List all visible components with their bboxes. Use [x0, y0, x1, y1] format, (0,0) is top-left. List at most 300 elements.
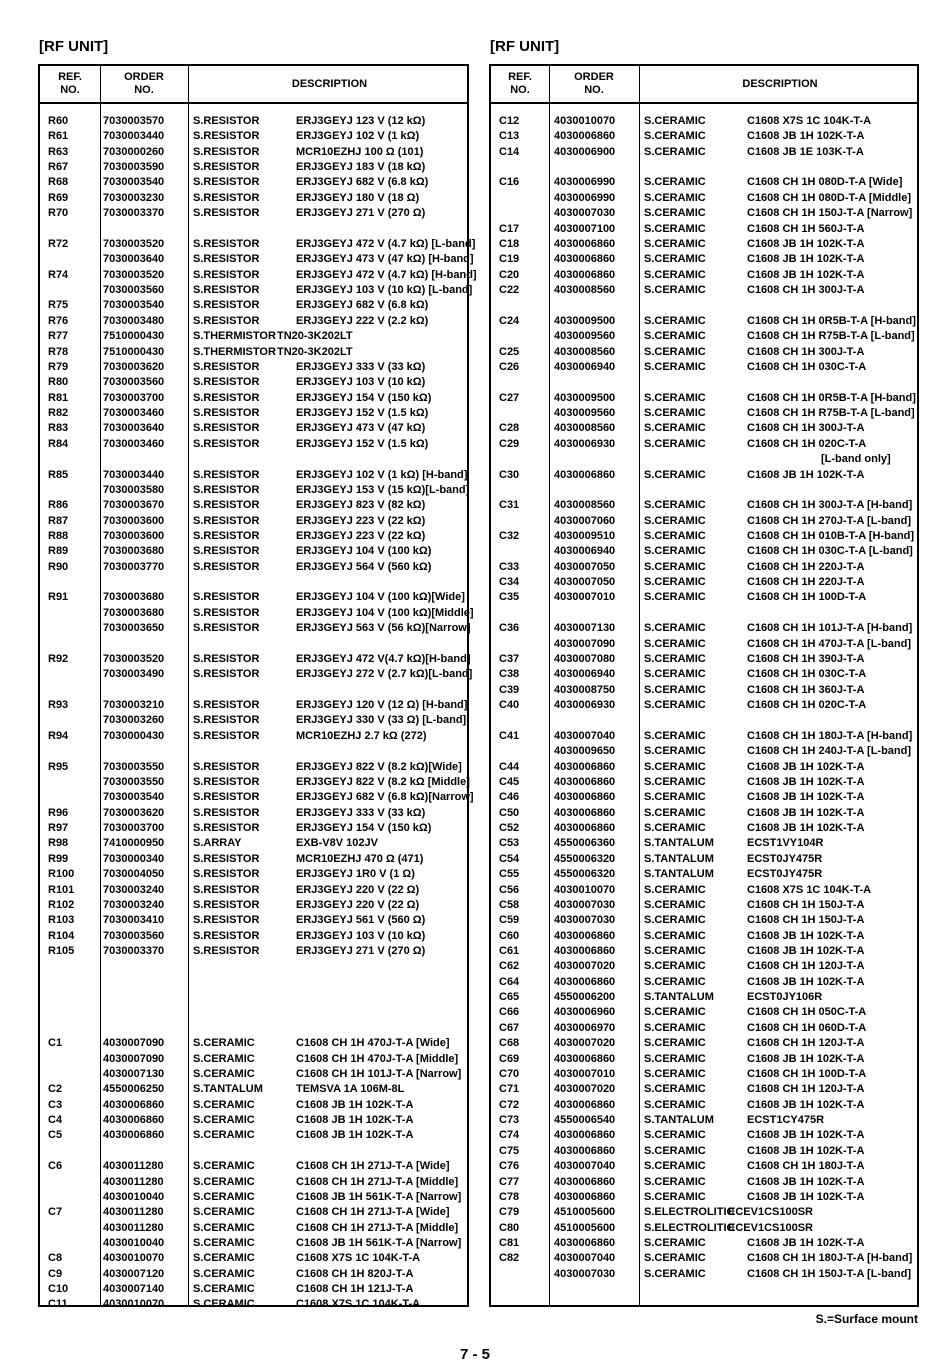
part-type: S.CERAMIC	[644, 1160, 706, 1173]
table-row	[491, 883, 917, 898]
part-spec: C1608 CH 1H 470J-T-A [L-band]	[747, 637, 912, 650]
table-row	[491, 790, 917, 805]
table-row	[40, 391, 467, 406]
part-type: S.CERAMIC	[193, 1206, 255, 1219]
part-type: S.TANTALUM	[644, 1114, 714, 1127]
table-row	[40, 1113, 467, 1128]
ref-no: C68	[499, 1037, 520, 1050]
ref-no: R82	[48, 407, 69, 420]
ref-no: R61	[48, 130, 69, 143]
part-type: S.THERMISTOR	[193, 330, 276, 343]
order-no: 4030011280	[103, 1160, 164, 1173]
part-type: S.CERAMIC	[644, 560, 706, 573]
part-type: S.RESISTOR	[193, 207, 260, 220]
table-row	[40, 375, 467, 390]
order-no: 4030006860	[554, 468, 616, 481]
table-row	[40, 944, 467, 959]
part-spec: C1608 CH 1H 100D-T-A	[747, 1067, 867, 1080]
part-spec: ERJ3GEYJ 123 V (12 kΩ)	[296, 115, 426, 127]
part-type: S.RESISTOR	[193, 729, 260, 742]
order-no: 4030006860	[554, 791, 616, 804]
order-no: 7030003700	[103, 391, 165, 404]
part-spec: C1608 CH 1H 180J-T-A	[747, 1160, 865, 1173]
order-no: 7030003600	[103, 514, 165, 527]
ref-no: R90	[48, 560, 69, 573]
part-type: S.CERAMIC	[644, 1067, 706, 1080]
ref-no: C24	[499, 314, 520, 327]
part-type: S.CERAMIC	[644, 622, 706, 635]
part-spec: C1608 JB 1H 102K-T-A	[747, 1237, 865, 1249]
table-row	[40, 913, 467, 928]
order-no: 4030006860	[554, 1190, 616, 1203]
part-spec: C1608 CH 1H 271J-T-A [Wide]	[296, 1160, 450, 1173]
order-no: 4030007090	[103, 1052, 165, 1065]
part-type: S.RESISTOR	[193, 775, 260, 788]
ref-no: C10	[48, 1283, 69, 1296]
ref-no: C40	[499, 699, 520, 712]
ref-no: C27	[499, 391, 520, 404]
part-type: S.RESISTOR	[193, 376, 260, 389]
part-spec: C1608 CH 1H 0R5B-T-A [H-band]	[747, 314, 916, 327]
order-no: 4550006200	[554, 991, 616, 1004]
part-type: S.CERAMIC	[644, 222, 706, 235]
table-row	[40, 252, 474, 267]
order-no: 7030003620	[103, 360, 165, 373]
part-spec: ERJ3GEYJ 563 V (56 kΩ)[Narrow]	[296, 622, 471, 635]
part-spec: ECST1VY104R	[747, 837, 824, 850]
ref-no: C30	[499, 468, 520, 481]
order-no: 4030008560	[554, 284, 616, 297]
part-spec: C1608 CH 1H 300J-T-A	[747, 284, 865, 297]
ref-no: C6	[48, 1160, 63, 1173]
part-spec: TN20-3K202LT	[277, 345, 353, 358]
table-row	[491, 867, 917, 882]
order-no: 4030006990	[554, 176, 616, 189]
part-spec: EXB-V8V 102JV	[296, 837, 378, 850]
part-spec: ERJ3GEYJ 103 V (10 kΩ)	[296, 929, 426, 942]
order-no: 7030003600	[103, 529, 165, 542]
table-row	[40, 821, 467, 836]
table-row	[40, 360, 467, 375]
part-type: S.CERAMIC	[193, 1160, 255, 1173]
order-no: 7030003240	[103, 883, 165, 896]
part-spec: ERJ3GEYJ 682 V (6.8 kΩ)	[296, 176, 429, 189]
order-no: 7030003550	[103, 775, 165, 788]
part-spec: C1608 CH 1H 120J-T-A	[747, 1083, 865, 1096]
ref-no: C72	[499, 1098, 520, 1111]
order-no: 4030006860	[554, 1144, 616, 1157]
table-row	[491, 1190, 917, 1205]
table-row	[40, 1128, 467, 1143]
order-no: 7030003770	[103, 560, 165, 573]
table-row	[40, 529, 467, 544]
order-no: 4030010040	[103, 1190, 165, 1203]
part-type: S.RESISTOR	[193, 191, 260, 204]
table-row	[491, 145, 917, 160]
table-row	[491, 1236, 917, 1251]
part-spec: C1608 CH 1H 300J-T-A	[747, 345, 865, 358]
part-type: S.CERAMIC	[644, 407, 706, 420]
part-spec: C1608 X7S 1C 104K-T-A	[747, 115, 872, 127]
part-spec: C1608 CH 1H R75B-T-A [L-band]	[747, 407, 915, 420]
part-type: S.RESISTOR	[193, 868, 260, 881]
part-spec: ERJ3GEYJ 223 V (22 kΩ)	[296, 529, 426, 542]
order-no: 7030003550	[103, 760, 165, 773]
table-row	[491, 698, 917, 713]
order-no: 4030006860	[103, 1114, 165, 1127]
order-no: 4030006860	[554, 237, 616, 250]
part-spec: C1608 CH 1H 360J-T-A	[747, 683, 865, 696]
table-row	[40, 514, 467, 529]
part-spec: C1608 JB 1H 102K-T-A	[747, 760, 865, 773]
order-no: 4030006930	[554, 437, 616, 450]
table-row	[491, 1144, 917, 1159]
ref-no: R77	[48, 330, 69, 343]
table-row	[491, 406, 917, 421]
ref-no: C16	[499, 176, 520, 189]
part-spec: C1608 CH 1H 080D-T-A [Wide]	[747, 176, 903, 189]
table-row	[40, 883, 467, 898]
table-row	[491, 222, 917, 237]
ref-no: C11	[48, 1298, 68, 1311]
part-type: S.CERAMIC	[644, 314, 706, 327]
table-row	[40, 836, 467, 851]
part-type: S.RESISTOR	[193, 237, 260, 250]
ref-no: R97	[48, 822, 69, 835]
part-spec: C1608 JB 1H 102K-T-A	[747, 775, 865, 788]
part-spec: C1608 CH 1H 0R5B-T-A [H-band]	[747, 391, 916, 404]
part-spec: ERJ3GEYJ 473 V (47 kΩ)	[296, 422, 426, 435]
table-row	[491, 959, 917, 974]
ref-no: C76	[499, 1160, 520, 1173]
ref-no: C5	[48, 1129, 63, 1142]
table-row	[40, 498, 467, 513]
order-no: 4030006930	[554, 699, 616, 712]
table-row	[491, 729, 917, 744]
part-type: S.RESISTOR	[193, 760, 260, 773]
order-no: 4550006360	[554, 837, 616, 850]
part-type: S.RESISTOR	[193, 437, 260, 450]
ref-no: C66	[499, 1006, 520, 1019]
table-row	[491, 667, 917, 682]
order-no: 7030003680	[103, 591, 165, 604]
header-order: ORDER NO.	[574, 71, 614, 96]
part-spec: C1608 JB 1E 103K-T-A	[747, 145, 864, 158]
order-no: 4030006860	[554, 975, 616, 988]
part-spec: ERJ3GEYJ 102 V (1 kΩ)	[296, 130, 420, 143]
part-type: S.CERAMIC	[193, 1252, 255, 1265]
ref-no: R105	[48, 944, 75, 957]
part-type: S.CERAMIC	[644, 1006, 706, 1019]
table-row	[40, 483, 470, 498]
table-row	[40, 468, 467, 483]
order-no: 4030006860	[554, 253, 616, 266]
table-row	[491, 452, 917, 467]
part-spec: C1608 JB 1H 561K-T-A [Narrow]	[296, 1190, 462, 1203]
part-type: S.CERAMIC	[644, 268, 706, 281]
ref-no: R92	[48, 652, 69, 665]
part-type: S.CERAMIC	[644, 237, 706, 250]
part-type: S.RESISTOR	[193, 145, 260, 158]
part-spec: C1608 CH 1H 220J-T-A	[747, 560, 865, 573]
part-type: S.RESISTOR	[193, 944, 260, 957]
part-spec: ECEV1CS100SR	[728, 1221, 813, 1234]
table-row	[491, 268, 917, 283]
table-row	[40, 329, 467, 344]
table-row	[40, 698, 467, 713]
part-spec: C1608 JB 1H 102K-T-A	[747, 822, 865, 835]
order-no: 7030003260	[103, 714, 165, 727]
part-type: S.CERAMIC	[644, 514, 706, 527]
part-type: S.ELECTROLITIC	[644, 1221, 735, 1234]
ref-no: R96	[48, 806, 69, 819]
part-type: S.TANTALUM	[644, 991, 714, 1004]
ref-no: C32	[499, 529, 520, 542]
part-spec: C1608 CH 1H 150J-T-A	[747, 898, 865, 911]
ref-no: C4	[48, 1114, 63, 1127]
ref-no: R78	[48, 345, 69, 358]
part-spec: C1608 JB 1H 102K-T-A	[296, 1098, 414, 1111]
table-row	[40, 652, 471, 667]
table-row	[40, 1297, 467, 1312]
part-spec: C1608 CH 1H 560J-T-A	[747, 222, 865, 235]
ref-no: R88	[48, 529, 69, 542]
part-spec: [L-band only]	[821, 453, 891, 466]
order-no: 4030007140	[103, 1283, 165, 1296]
order-no: 7030003520	[103, 237, 165, 250]
order-no: 7030000340	[103, 852, 165, 865]
part-type: S.RESISTOR	[193, 883, 260, 896]
table-row	[40, 1159, 467, 1174]
part-type: S.RESISTOR	[193, 914, 260, 927]
surface-mount-note: S.=Surface mount	[815, 1312, 918, 1326]
part-spec: C1608 CH 1H 270J-T-A [L-band]	[747, 514, 912, 527]
ref-no: C31	[499, 499, 520, 512]
part-type: S.RESISTOR	[193, 483, 260, 496]
ref-no: C46	[499, 791, 520, 804]
part-spec: C1608 CH 1H 101J-T-A [Narrow]	[296, 1067, 462, 1080]
order-no: 7510000430	[103, 330, 165, 343]
table-row	[491, 760, 917, 775]
table-row	[491, 821, 917, 836]
part-spec: ERJ3GEYJ 154 V (150 kΩ)	[296, 391, 432, 404]
order-no: 4030009560	[554, 407, 616, 420]
table-row	[491, 1036, 917, 1051]
part-type: S.CERAMIC	[644, 529, 706, 542]
part-type: S.CERAMIC	[193, 1129, 255, 1142]
part-spec: ERJ3GEYJ 183 V (18 kΩ)	[296, 161, 426, 174]
ref-no: R80	[48, 376, 69, 389]
order-no: 7030003460	[103, 407, 165, 420]
table-row	[491, 1159, 917, 1174]
order-no: 7030003580	[103, 483, 165, 496]
order-no: 7030003210	[103, 699, 165, 712]
order-no: 4030006860	[554, 775, 616, 788]
order-no: 7030003490	[103, 668, 165, 681]
part-type: S.ELECTROLITIC	[644, 1206, 735, 1219]
order-no: 4030009650	[554, 745, 616, 758]
table-row	[491, 529, 917, 544]
ref-no: R94	[48, 729, 69, 742]
part-type: S.CERAMIC	[644, 1144, 706, 1157]
order-no: 4030010040	[103, 1237, 165, 1249]
table-row	[40, 590, 467, 605]
table-row	[491, 1205, 917, 1220]
ref-no: C14	[499, 145, 520, 158]
ref-no: C59	[499, 914, 520, 927]
table-row	[491, 990, 917, 1005]
table-header	[40, 66, 467, 104]
part-spec: ERJ3GEYJ 472 V (4.7 kΩ) [H-band]	[296, 268, 477, 281]
order-no: 4030007040	[554, 1160, 616, 1173]
ref-no: R95	[48, 760, 69, 773]
part-spec: C1608 CH 1H 240J-T-A [L-band]	[747, 745, 912, 758]
part-spec: C1608 JB 1H 102K-T-A	[747, 468, 865, 481]
table-row	[40, 283, 473, 298]
table-row	[491, 1128, 917, 1143]
order-no: 4030006860	[554, 944, 616, 957]
ref-no: C77	[499, 1175, 520, 1188]
table-row	[491, 637, 917, 652]
order-no: 4030006860	[554, 806, 616, 819]
part-spec: C1608 CH 1H 060D-T-A	[747, 1021, 867, 1034]
part-spec: ERJ3GEYJ 271 V (270 Ω)	[296, 207, 426, 220]
part-type: S.CERAMIC	[644, 360, 706, 373]
part-type: S.CERAMIC	[644, 145, 706, 158]
part-spec: ERJ3GEYJ 823 V (82 kΩ)	[296, 499, 426, 512]
part-type: S.TANTALUM	[644, 852, 714, 865]
table-row	[40, 667, 473, 682]
part-spec: C1608 JB 1H 102K-T-A	[296, 1129, 414, 1142]
ref-no: C44	[499, 760, 520, 773]
part-type: S.CERAMIC	[193, 1067, 255, 1080]
table-row	[491, 114, 917, 129]
order-no: 4030007050	[554, 576, 616, 589]
part-spec: C1608 CH 1H 050C-T-A	[747, 1006, 867, 1019]
order-no: 4030007010	[554, 1067, 616, 1080]
ref-no: C39	[499, 683, 520, 696]
part-type: S.CERAMIC	[644, 130, 706, 143]
part-spec: ERJ3GEYJ 103 V (10 kΩ) [L-band]	[296, 284, 473, 297]
table-row	[491, 237, 917, 252]
ref-no: C36	[499, 622, 520, 635]
part-spec: C1608 CH 1H 271J-T-A [Middle]	[296, 1221, 459, 1234]
part-type: S.RESISTOR	[193, 822, 260, 835]
ref-no: C37	[499, 652, 520, 665]
ref-no: R89	[48, 545, 69, 558]
part-type: S.CERAMIC	[644, 729, 706, 742]
ref-no: C3	[48, 1098, 63, 1111]
part-spec: C1608 CH 1H 220J-T-A	[747, 576, 865, 589]
table-row	[40, 867, 467, 882]
order-no: 4030006860	[103, 1129, 165, 1142]
ref-no: R84	[48, 437, 69, 450]
table-row	[40, 129, 467, 144]
part-spec: C1608 CH 1H 100D-T-A	[747, 591, 867, 604]
part-spec: C1608 JB 1H 102K-T-A	[747, 1190, 865, 1203]
ref-no: C9	[48, 1267, 63, 1280]
part-type: S.RESISTOR	[193, 161, 260, 174]
order-no: 4030006900	[554, 145, 616, 158]
part-type: S.TANTALUM	[193, 1083, 263, 1096]
order-no: 4550006250	[103, 1083, 165, 1096]
table-row	[491, 1082, 917, 1097]
part-spec: MCR10EZHJ 100 Ω (101)	[296, 145, 424, 158]
table-row	[491, 314, 917, 329]
order-no: 7510000430	[103, 345, 165, 358]
ref-no: C70	[499, 1067, 520, 1080]
ref-no: R103	[48, 914, 75, 927]
order-no: 7030003590	[103, 161, 165, 174]
part-type: S.CERAMIC	[644, 207, 706, 220]
part-type: S.CERAMIC	[644, 1190, 706, 1203]
table-row	[40, 1236, 467, 1251]
part-type: S.RESISTOR	[193, 514, 260, 527]
part-type: S.CERAMIC	[644, 745, 706, 758]
order-no: 4030007130	[103, 1067, 165, 1080]
part-type: S.RESISTOR	[193, 699, 260, 712]
order-no: 4030010070	[103, 1298, 165, 1311]
order-no: 4510005600	[554, 1221, 616, 1234]
order-no: 7030003520	[103, 652, 165, 665]
part-type: S.CERAMIC	[193, 1052, 255, 1065]
table-row	[491, 360, 917, 375]
order-no: 7030003560	[103, 284, 165, 297]
ref-no: R75	[48, 299, 69, 312]
order-no: 4030007090	[554, 637, 616, 650]
order-no: 4550006540	[554, 1114, 616, 1127]
order-no: 4030007020	[554, 1083, 616, 1096]
part-spec: ERJ3GEYJ 120 V (12 Ω) [H-band]	[296, 699, 468, 712]
part-type: S.CERAMIC	[193, 1237, 255, 1249]
order-no: 7030003240	[103, 898, 165, 911]
order-no: 4030007020	[554, 1037, 616, 1050]
ref-no: C8	[48, 1252, 63, 1265]
part-type: S.CERAMIC	[193, 1098, 255, 1111]
table-row	[40, 544, 467, 559]
table-row	[491, 329, 917, 344]
table-row	[491, 1021, 917, 1036]
part-type: S.CERAMIC	[644, 1083, 706, 1096]
part-spec: C1608 JB 1H 102K-T-A	[747, 975, 865, 988]
part-spec: ERJ3GEYJ 272 V (2.7 kΩ)[L-band]	[296, 668, 473, 681]
ref-no: R91	[48, 591, 69, 604]
ref-no: C74	[499, 1129, 520, 1142]
part-type: S.CERAMIC	[644, 437, 706, 450]
part-spec: C1608 JB 1H 102K-T-A	[747, 929, 865, 942]
order-no: 4030009510	[554, 529, 616, 542]
order-no: 4030006860	[103, 1098, 165, 1111]
ref-no: R83	[48, 422, 69, 435]
table-row	[491, 560, 917, 575]
part-type: S.RESISTOR	[193, 714, 260, 727]
part-spec: MCR10EZHJ 470 Ω (471)	[296, 852, 424, 865]
ref-no: C55	[499, 868, 520, 881]
table-row	[40, 1221, 467, 1236]
order-no: 7030003650	[103, 622, 165, 635]
table-row	[40, 437, 467, 452]
table-row	[491, 1267, 917, 1282]
table-row	[491, 345, 917, 360]
part-spec: ERJ3GEYJ 104 V (100 kΩ)	[296, 545, 432, 558]
order-no: 4030007100	[554, 222, 616, 235]
order-no: 4030007010	[554, 591, 616, 604]
part-type: S.CERAMIC	[644, 468, 706, 481]
order-no: 7030000430	[103, 729, 165, 742]
part-spec: C1608 CH 1H 470J-T-A [Middle]	[296, 1052, 459, 1065]
part-spec: ERJ3GEYJ 271 V (270 Ω)	[296, 944, 426, 957]
part-spec: ERJ3GEYJ 333 V (33 kΩ)	[296, 806, 426, 819]
